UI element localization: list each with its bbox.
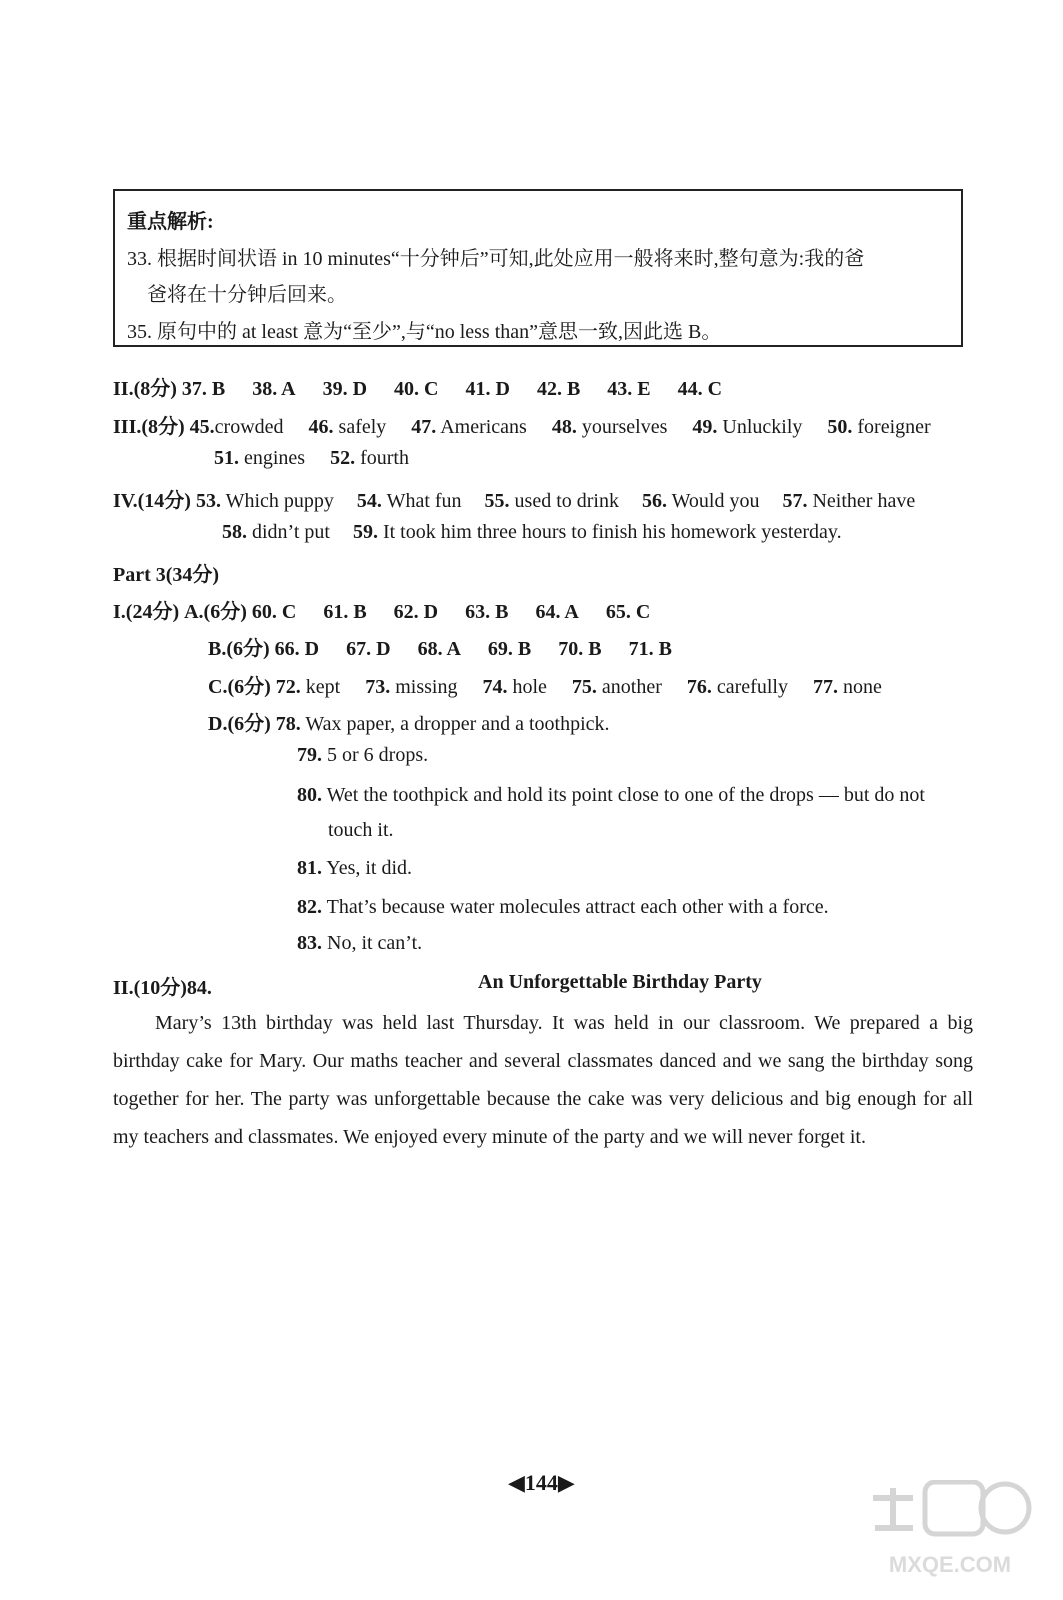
answer-82-num: 82.	[297, 896, 322, 918]
page-number	[508, 1470, 575, 1496]
answer-59-num: 59.	[352, 521, 378, 543]
part3-D-answer-79	[297, 744, 428, 767]
part3-B-answers	[208, 632, 672, 661]
answer-57: Neither have	[812, 490, 916, 512]
answer-74: hole	[512, 676, 547, 698]
key-points-box	[113, 189, 963, 347]
section3-line1	[113, 410, 931, 439]
answer-74-num: 74.	[482, 676, 508, 698]
q33-explanation-line2: 爸将在十分钟后回来。	[147, 284, 347, 306]
section3-label: III.(8分)	[113, 416, 185, 438]
left-triangle-icon: ◀	[508, 1470, 525, 1495]
answer-49: Unluckily	[722, 416, 803, 438]
answer-80-continuation: touch it.	[328, 819, 394, 841]
answer-62: 62. D	[393, 601, 439, 623]
answer-77: none	[842, 676, 882, 698]
answer-52-num: 52.	[330, 447, 356, 469]
answer-44: 44. C	[677, 378, 723, 400]
answer-55-num: 55.	[484, 490, 510, 512]
q33-explanation-line1: 33. 根据时间状语 in 10 minutes“十分钟后”可知,此处应用一般将来时,整句意为:我的爸	[127, 248, 865, 270]
part3-D-answer-78	[208, 707, 610, 736]
answer-81: Yes, it did.	[326, 857, 413, 879]
section4-label: IV.(14分)	[113, 490, 191, 512]
writing-label: II.(10分)84.	[113, 977, 212, 999]
answer-61: 61. B	[323, 601, 367, 623]
answer-57-num: 57.	[782, 490, 808, 512]
answer-48-num: 48.	[551, 416, 577, 438]
answer-73-num: 73.	[365, 676, 391, 698]
essay-title: An Unforgettable Birthday Party	[478, 971, 762, 993]
answer-37: 37. B	[181, 378, 226, 400]
answer-70: 70. B	[558, 638, 602, 660]
section2-answers	[113, 372, 722, 401]
part3-A-answers	[113, 595, 650, 624]
answer-80-num: 80.	[297, 784, 322, 806]
page-number-text: 144	[524, 1470, 558, 1495]
key-points-title: 重点解析:	[127, 211, 214, 233]
answer-66: 66. D	[274, 638, 320, 660]
watermark-logo	[865, 1480, 1035, 1580]
answer-38: 38. A	[252, 378, 296, 400]
part3-D-label: D.(6分)	[208, 713, 271, 735]
answer-77-num: 77.	[812, 676, 838, 698]
part3-D-answer-82	[297, 896, 829, 919]
answer-82: That’s because water molecules attract each other with a force.	[326, 896, 829, 918]
answer-53-num: 53.	[195, 490, 221, 512]
answer-75: another	[601, 676, 662, 698]
answer-52: fourth	[360, 447, 409, 469]
answer-68: 68. A	[417, 638, 461, 660]
watermark-text: MXQE.COM	[888, 1552, 1012, 1577]
answer-54-num: 54.	[356, 490, 382, 512]
answer-46-num: 46.	[308, 416, 334, 438]
answer-79: 5 or 6 drops.	[327, 744, 429, 766]
part3-section1-label: I.(24分)	[113, 601, 180, 623]
answer-81-num: 81.	[297, 857, 322, 879]
answer-41: 41. D	[465, 378, 510, 400]
right-triangle-icon: ▶	[557, 1470, 575, 1495]
answer-67: 67. D	[346, 638, 391, 660]
answer-83: No, it can’t.	[327, 932, 423, 954]
answer-53: Which puppy	[225, 490, 334, 512]
answer-73: missing	[395, 676, 458, 698]
answer-43: 43. E	[607, 378, 651, 400]
answer-76: carefully	[716, 676, 788, 698]
answer-48: yourselves	[581, 416, 668, 438]
answer-40: 40. C	[394, 378, 439, 400]
answer-65: 65. C	[605, 601, 651, 623]
part3-C-answers	[208, 670, 882, 699]
part3-D-answer-80	[297, 784, 925, 807]
answer-51: engines	[244, 447, 306, 469]
answer-72-num: 72.	[275, 676, 301, 698]
answer-58-num: 58.	[222, 521, 247, 543]
part3-heading: Part 3(34分)	[113, 564, 220, 586]
answer-55: used to drink	[514, 490, 619, 512]
answer-56-num: 56.	[641, 490, 667, 512]
answer-83-num: 83.	[297, 932, 322, 954]
answer-46: safely	[338, 416, 387, 438]
answer-45-num: 45.	[189, 416, 215, 438]
answer-78: Wax paper, a dropper and a toothpick.	[305, 713, 610, 735]
answer-47-num: 47.	[411, 416, 437, 438]
answer-63: 63. B	[465, 601, 509, 623]
answer-72: kept	[305, 676, 341, 698]
answer-58: didn’t put	[252, 521, 330, 543]
answer-45: crowded	[214, 416, 284, 438]
answer-42: 42. B	[536, 378, 581, 400]
section4-line1	[113, 484, 915, 513]
part3-D-answer-81	[297, 857, 412, 880]
essay-body: Mary’s 13th birthday was held last Thursday. It was held in our classroom. We prepared a big birthday cake for Mary. Our maths teacher and several classmates danced and we sang the birthday song together for her. The party was unforgettable because the cake was very delicious and big enough for all my teachers and classmates. We enjoyed every minute of the party and we will never forget it.	[113, 1012, 973, 1148]
section4-line2	[222, 521, 842, 544]
answer-78-num: 78.	[275, 713, 301, 735]
answer-76-num: 76.	[686, 676, 712, 698]
answer-49-num: 49.	[692, 416, 718, 438]
section2-label: II.(8分)	[113, 378, 177, 400]
answer-75-num: 75.	[571, 676, 597, 698]
answer-64: 64. A	[535, 601, 579, 623]
part3-A-label: A.(6分)	[184, 601, 247, 623]
answer-54: What fun	[386, 490, 462, 512]
answer-69: 69. B	[487, 638, 532, 660]
part3-C-label: C.(6分)	[208, 676, 271, 698]
part3-D-answer-83	[297, 932, 422, 955]
section3-line2	[214, 447, 409, 470]
answer-50-num: 50.	[827, 416, 853, 438]
answer-47: Americans	[440, 416, 527, 438]
answer-60: 60. C	[251, 601, 297, 623]
answer-71: 71. B	[628, 638, 672, 660]
answer-51-num: 51.	[214, 447, 239, 469]
answer-59: It took him three hours to finish his homework yesterday.	[382, 521, 842, 543]
answer-56: Would you	[671, 490, 760, 512]
q35-explanation: 35. 原句中的 at least 意为“至少”,与“no less than”意思一致,因此选 B。	[127, 321, 722, 343]
answer-79-num: 79.	[297, 744, 322, 766]
answer-39: 39. D	[322, 378, 368, 400]
answer-80: Wet the toothpick and hold its point close to one of the drops — but do not	[326, 784, 925, 806]
part3-B-label: B.(6分)	[208, 638, 270, 660]
answer-50: foreigner	[857, 416, 931, 438]
